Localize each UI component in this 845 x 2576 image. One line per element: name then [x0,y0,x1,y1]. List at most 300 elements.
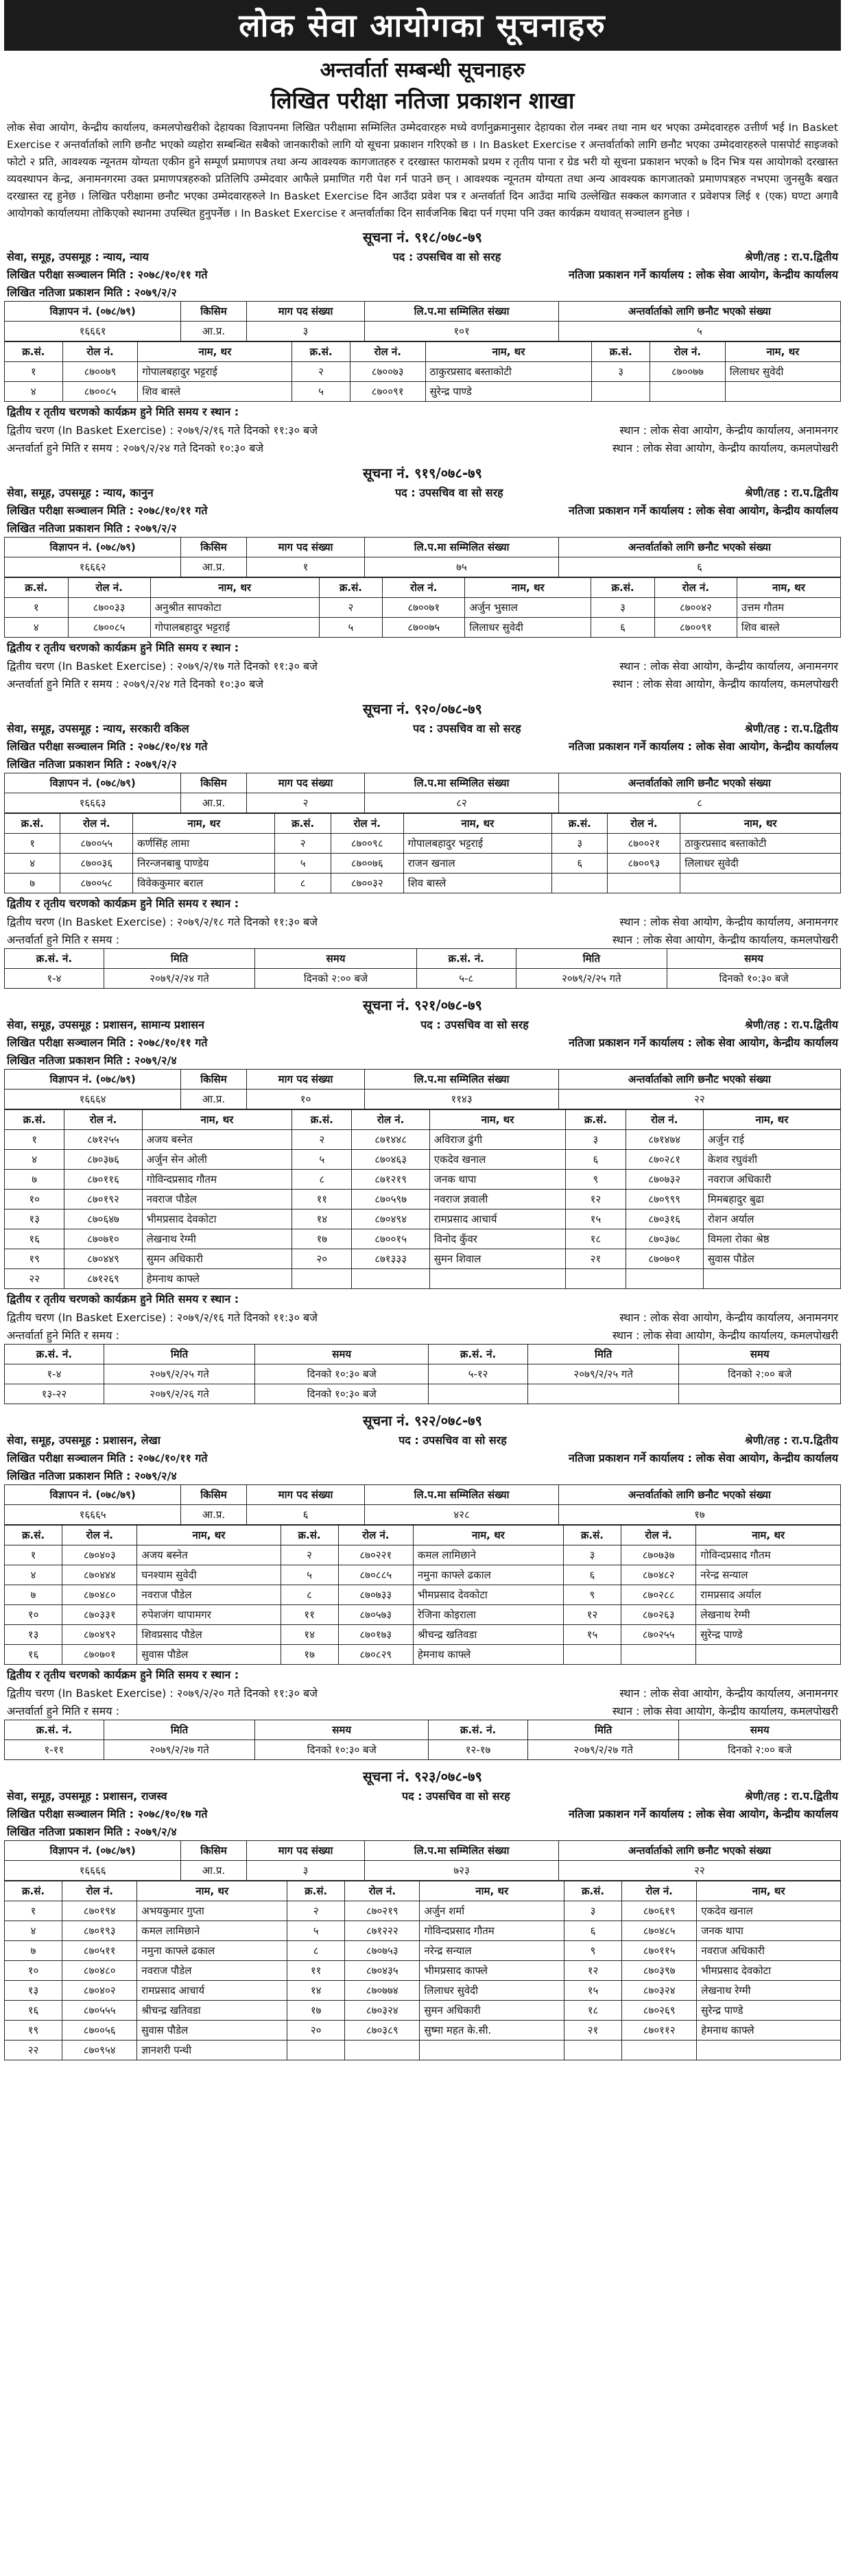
candidate-sn: १४ [292,1209,352,1229]
candidate-name: रामप्रसाद आचार्य [137,1981,287,2001]
candidate-name: निरन्जनबाबु पाण्डेय [133,854,275,874]
candidate-name: नरेन्द्र सन्याल [696,1565,841,1585]
candidate-roll-header: रोल नं. [352,1110,429,1130]
notice-service-row [4,1431,841,1449]
candidate-sn-header: क्र.सं. [5,1110,64,1130]
candidate-name: श्रीचन्द्र खतिवडा [137,2001,287,2021]
candidate-sn-header: क्र.सं. [5,342,63,362]
candidate-roll-header: रोल नं. [60,814,133,834]
intro-paragraph: लोक सेवा आयोग, केन्द्रीय कार्यालय, कमलपोखरीको देहायका विज्ञापनमा लिखित परीक्षामा सम्मिलित उम्मेदवारहरु मध्ये वर्णानुक्रमानुसार देहायका रोल नम्बर तथा नाम थर भएका उम्मेदवारहरु उत्तीर्ण भई In Basket Exercise र अन्तर्वार्ताको लागि छनौट भएको व्यहोरा सम्बन्धित सबैको जानकारीको लागि यो सूचना प्रकाशन गरिएको छ । In Basket Exercise र अन्तर्वार्ताको लागि छनौट भएका उम्मेदवारहरुले पासपोर्ट साइजको फोटो २ प्रति, आवश्यक न्यूनतम योग्यता एकीन हुने सम्पूर्ण प्रमाणपत्र तथा अन्य आवश्यक कागजातहरु र दरखास्त फारामको प्रथम र तृतीय पाना र ग्रेड भरी यो सूचना प्रकाशन भएको ७ दिन भित्र यस आयोगको दरखास्त व्यवस्थापन केन्द्र, अनामनगरमा उक्त प्रमाणपत्रहरुको प्रतिलिपि उम्मेदवार आफैले प्रमाणित गरी पेश गर्न पाउने छन् । आवश्यक न्यूनतम योग्यता तथा अन्य आवश्यक कागजातको प्रमाणपत्रहरु नभएमा जुनसुकै बखत दरखास्त रद्द हुनेछ । लिखित परीक्षामा छनौट भएका उम्मेदवारहरुले In Basket Exercise दिन आउँदा प्रवेश पत्र र अन्तर्वार्ता दिन आउँदा माथि उल्लेखित सक्कल कागजात र प्रवेशपत्र लिई १ (एक) घण्टा अगावै आयोगको कार्यालयमा तोकिएको स्थानमा उपस्थित हुनुपर्नेछ । In Basket Exercise र अन्तर्वार्ताका दिन सार्वजनिक बिदा पर्न गएमा पनि उक्त कार्यक्रम यथावत् सञ्चालन हुनेछ । [7,121,838,219]
table-row [5,1170,841,1190]
summary-value-cell: ११४३ [365,1090,559,1109]
notice-number: सूचना नं. ९१८/०७८-७९ [363,229,482,245]
notice-service-row [4,719,841,737]
summary-header-cell: अन्तर्वार्ताको लागि छनौट भएको संख्या [558,1485,840,1505]
notice-list [4,228,841,2060]
slot-group-header: क्र.सं. नं. [416,949,516,969]
candidate-roll: ८७०६४७ [64,1209,142,1229]
interview-place: स्थान : लोक सेवा आयोग, केन्द्रीय कार्यालय, कमलपोखरी [612,677,838,690]
summary-value-cell: आ.प्र. [181,1861,247,1881]
candidate-roll: ८७०९५४ [62,2041,137,2060]
candidate-name: श्रीचन्द्र खतिवडा [413,1625,563,1645]
candidate-roll: ८७०७३७ [621,1545,696,1565]
candidate-name: अर्जुन राई [703,1130,840,1150]
candidate-roll: ८७०४८५ [622,1921,697,1941]
slot-date-header: मिति [527,1720,679,1740]
candidate-sn: ५ [275,854,331,874]
candidate-sn: ३ [564,1901,621,1921]
candidate-sn: १४ [287,1981,345,2001]
summary-header-cell: विज्ञापन नं. (०७८/७९) [5,773,181,793]
candidate-name-header: नाम, थर [413,1526,563,1545]
candidate-sn: ७ [5,874,60,893]
summary-value-cell: आ.प्र. [181,1505,247,1525]
stage2-text: द्वितीय चरण (In Basket Exercise) : २०७९/२/१६ गते दिनको ११:३० बजे [7,1311,318,1324]
candidate-sn: ७ [5,1170,64,1190]
summary-value-cell: ७२३ [365,1861,559,1881]
office-text: नतिजा प्रकाशन गर्ने कार्यालय : लोक सेवा आयोग, केन्द्रीय कार्यालय [569,1452,838,1465]
candidate-name: लिलाधर सुवेदी [420,1981,564,2001]
schedule-title: द्वितीय र तृतीय चरणको कार्यक्रम हुने मिति समय र स्थान : [7,405,239,418]
candidate-sn: ११ [292,1190,352,1209]
candidate-sn: ४ [5,618,69,638]
candidate-roll-header: रोल नं. [345,1881,420,1901]
service-text: सेवा, समूह, उपसमूह : प्रशासन, सामान्य प्रशासन [7,1018,204,1031]
candidate-name: नमुना काफ्ले ढकाल [413,1565,563,1585]
candidate-roll [608,874,680,893]
summary-header-cell: विज्ञापन नं. (०७८/७९) [5,1070,181,1090]
candidate-sn: २ [281,1545,338,1565]
candidate-roll: ८७०१९३ [62,1921,137,1941]
candidate-sn: ८ [287,1941,345,1961]
candidate-sn-header: क्र.सं. [566,1110,626,1130]
candidate-roll-header: रोल नं. [626,1110,703,1130]
table-row [5,1981,841,2001]
candidate-roll-header: रोल नं. [331,814,403,834]
slot-time: दिनको १०:३० बजे [255,1740,429,1760]
service-text: सेवा, समूह, उपसमूह : न्याय, न्याय [7,250,149,263]
slot-time-header: समय [255,1720,429,1740]
summary-value-cell: १० [246,1090,365,1109]
slot-group-header: क्र.सं. नं. [429,1345,528,1364]
candidate-name [697,2041,841,2060]
advert-summary-table [4,773,841,813]
candidate-sn: ८ [292,1170,352,1190]
candidate-roll: ८७००९१ [350,382,425,402]
candidate-table [4,1525,841,1665]
page-banner: लोक सेवा आयोगका सूचनाहरु [4,0,841,51]
candidate-name-header: नाम, थर [137,1526,281,1545]
candidate-sn: ७ [5,1585,62,1605]
candidate-sn: १५ [564,1981,621,2001]
candidate-roll: ८७०२६९ [622,2001,697,2021]
candidate-roll: ८७००२१ [608,834,680,854]
candidate-sn-header: क्र.सं. [5,578,69,598]
advert-summary-table [4,537,841,577]
candidate-name: लेखनाथ रेग्मी [142,1229,292,1249]
interview-place: स्थान : लोक सेवा आयोग, केन्द्रीय कार्यालय, कमलपोखरी [612,442,838,455]
candidate-name: ठाकुरप्रसाद बस्ताकोटी [425,362,592,382]
candidate-roll: ८७०६१९ [622,1901,697,1921]
candidate-roll: ८७०४९४ [352,1209,429,1229]
candidate-name: लिलाधर सुवेदी [725,362,840,382]
advert-summary-table [4,301,841,341]
notice-date-row [4,1449,841,1467]
candidate-name: विमला रोका श्रेष्ठ [703,1229,840,1249]
candidate-roll: ८७०४८० [62,1961,137,1981]
slot-group: १२-१७ [429,1740,528,1760]
summary-value-cell: १६६६१ [5,322,181,341]
candidate-name: कर्णसिंह लामा [133,834,275,854]
notice-date-row [4,265,841,283]
candidate-name-header: नाम, थर [133,814,275,834]
candidate-name: सुरेन्द्र पाण्डे [425,382,592,402]
summary-header-cell: माग पद संख्या [246,773,365,793]
candidate-sn: १ [5,1130,64,1150]
candidate-name: सुरेन्द्र पाण्डे [697,2001,841,2021]
slot-time-header: समय [255,949,417,969]
summary-header-cell: किसिम [181,1485,247,1505]
candidate-roll: ८७००९१ [654,618,737,638]
candidate-sn: ४ [5,1565,62,1585]
table-row [5,1190,841,1209]
candidate-roll: ८७१३३३ [352,1249,429,1269]
candidate-roll: ८७०८८५ [338,1565,413,1585]
candidate-name-header: नाम, थर [680,814,841,834]
table-row [5,1229,841,1249]
candidate-sn: २ [292,362,350,382]
candidate-roll: ८७१२६९ [64,1269,142,1289]
candidate-name: शिव बास्ले [138,382,292,402]
service-text: सेवा, समूह, उपसमूह : प्रशासन, राजस्व [7,1790,167,1803]
candidate-sn: ११ [281,1605,338,1625]
candidate-sn: १३ [5,1981,62,2001]
table-row [5,1269,841,1289]
candidate-name: अर्जुन सेन ओली [142,1150,292,1170]
summary-header-cell: किसिम [181,538,247,557]
schedule-title: द्वितीय र तृतीय चरणको कार्यक्रम हुने मिति समय र स्थान : [7,641,239,654]
table-row [5,2041,841,2060]
stage2-text: द्वितीय चरण (In Basket Exercise) : २०७९/२/२० गते दिनको ११:३० बजे [7,1687,318,1700]
candidate-name: हेमनाथ काफ्ले [413,1645,563,1665]
candidate-name: गोविन्दप्रसाद गौतम [696,1545,841,1565]
summary-value-cell: ३ [246,1861,365,1881]
candidate-sn: २ [319,598,383,618]
candidate-roll-header: रोल नं. [350,342,425,362]
slot-time-header: समय [679,1720,841,1740]
notice-section [4,1411,841,1760]
stage2-place: स्थान : लोक सेवा आयोग, केन्द्रीय कार्यालय, अनामनगर [619,915,838,928]
table-row [5,618,841,638]
interview-text: अन्तर्वार्ता हुने मिति र समय : [7,933,119,946]
candidate-sn [566,1269,626,1289]
level-text: श्रेणी/तह : रा.प.द्वितीय [745,722,838,735]
candidate-sn: १९ [5,2021,62,2041]
candidate-name: सुमन शिवाल [429,1249,565,1269]
candidate-name: सुवास पौडेल [137,2021,287,2041]
candidate-name: अर्जुन शर्मा [420,1901,564,1921]
notice-section [4,464,841,693]
post-text: पद : उपसचिव वा सो सरह [395,486,503,499]
candidate-sn-header: क्र.सं. [5,1881,62,1901]
candidate-roll: ८७०९९९ [626,1190,703,1209]
candidate-sn-header: क्र.सं. [287,1881,345,1901]
candidate-table [4,1881,841,2060]
advert-summary-table [4,1840,841,1881]
summary-header-cell: किसिम [181,302,247,322]
slot-group: ५-८ [416,969,516,989]
candidate-name-header: नाम, थर [429,1110,565,1130]
candidate-sn: ७ [5,1941,62,1961]
summary-value-cell: आ.प्र. [181,557,247,577]
candidate-roll: ८७०७७४ [345,1981,420,2001]
candidate-name: राजन खनाल [403,854,551,874]
candidate-roll-header: रोल नं. [62,342,138,362]
candidate-name [420,2041,564,2060]
candidate-name [703,1269,840,1289]
candidate-roll-header: रोल नं. [654,578,737,598]
notice-result-row [4,1051,841,1069]
candidate-name: नवराज अधिकारी [697,1941,841,1961]
summary-value-cell: २२ [558,1090,840,1109]
stage2-place: स्थान : लोक सेवा आयोग, केन्द्रीय कार्यालय, अनामनगर [619,424,838,437]
summary-value-cell: २२ [558,1861,840,1881]
candidate-sn: ५ [292,382,350,402]
stage2-row [4,1308,841,1326]
summary-value-cell: ८२ [365,793,559,813]
candidate-roll-header: रोल नं. [608,814,680,834]
candidate-sn: १६ [5,1645,62,1665]
candidate-roll: ८७०३२४ [345,2001,420,2021]
candidate-name: एकदेव खनाल [697,1901,841,1921]
candidate-name: नमुना काफ्ले ढकाल [137,1941,287,1961]
candidate-name: गोपालबहादुर भट्टराई [138,362,292,382]
candidate-roll: ८७०५५५ [62,2001,137,2021]
candidate-sn: १९ [5,1249,64,1269]
candidate-sn: १ [5,598,69,618]
table-row [5,362,841,382]
candidate-sn: ४ [5,854,60,874]
stage2-text: द्वितीय चरण (In Basket Exercise) : २०७९/२/१६ गते दिनको ११:३० बजे [7,424,318,437]
candidate-name: नवराज ज्ञवाली [429,1190,565,1209]
candidate-name: नवराज पौडेल [142,1190,292,1209]
summary-value-cell: ८ [558,793,840,813]
candidate-sn-header: क्र.सं. [563,1526,621,1545]
candidate-sn: १० [5,1605,62,1625]
result-date-text: लिखित नतिजा प्रकाशन मिति : २०७९/२/२ [7,286,177,299]
candidate-name: गोपालबहादुर भट्टराई [150,618,319,638]
level-text: श्रेणी/तह : रा.प.द्वितीय [745,1790,838,1803]
summary-header-cell: माग पद संख्या [246,302,365,322]
candidate-name: हेमनाथ काफ्ले [142,1269,292,1289]
candidate-sn: २१ [566,1249,626,1269]
candidate-roll: ८७००५६ [62,2021,137,2041]
summary-header-cell: अन्तर्वार्ताको लागि छनौट भएको संख्या [558,1070,840,1090]
candidate-name: रामप्रसाद आचार्य [429,1209,565,1229]
candidate-sn: १७ [281,1645,338,1665]
candidate-sn: १० [5,1190,64,1209]
interview-slot-table [4,1344,841,1404]
candidate-name: अनुश्रीत सापकोटा [150,598,319,618]
candidate-sn: १५ [566,1209,626,1229]
candidate-roll: ८७१४७४ [626,1130,703,1150]
interview-row [4,1326,841,1344]
interview-slot-table [4,1720,841,1760]
candidate-roll: ८७१२२२ [345,1921,420,1941]
candidate-roll: ८७०४६३ [352,1150,429,1170]
summary-value-cell: १०१ [365,322,559,341]
candidate-name: सुरेन्द्र पाण्डे [696,1625,841,1645]
notice-section [4,1767,841,2060]
summary-header-cell: किसिम [181,1841,247,1861]
exam-date-text: लिखित परीक्षा सञ्चालन मिति : २०७८/१०/१४ गते [7,740,208,753]
post-text: पद : उपसचिव वा सो सरह [392,250,501,263]
slot-date-header: मिति [104,1720,255,1740]
candidate-name-header: नाम, थर [703,1110,840,1130]
candidate-sn: १३ [5,1209,64,1229]
notice-result-row [4,755,841,773]
notice-date-row [4,1033,841,1051]
slot-date: २०७९/२/२७ गते [527,1740,679,1760]
candidate-name: गोविन्दप्रसाद गौतम [142,1170,292,1190]
slot-date [527,1384,679,1404]
candidate-name: अभयकुमार गुप्ता [137,1901,287,1921]
table-row [5,1921,841,1941]
candidate-name: गोपालबहादुर भट्टराई [403,834,551,854]
candidate-name: सुमन अधिकारी [142,1249,292,1269]
candidate-roll: ८७००८५ [62,382,138,402]
candidate-sn-header: क्र.सं. [292,342,350,362]
slot-time: दिनको २:०० बजे [679,1364,841,1384]
candidate-name: नवराज अधिकारी [703,1170,840,1190]
candidate-roll: ८७०२८१ [626,1150,703,1170]
table-row [5,969,841,989]
office-text: नतिजा प्रकाशन गर्ने कार्यालय : लोक सेवा आयोग, केन्द्रीय कार्यालय [569,740,838,753]
candidate-roll: ८७०५७३ [338,1605,413,1625]
notice-result-row [4,519,841,537]
summary-value-cell: ३ [246,322,365,341]
candidate-name: अजय बस्नेत [137,1545,281,1565]
summary-value-cell: १६६६३ [5,793,181,813]
summary-header-cell: लि.प.मा सम्मिलित संख्या [365,302,559,322]
summary-value-cell: १६६६४ [5,1090,181,1109]
candidate-sn: ३ [563,1545,621,1565]
summary-header-cell: माग पद संख्या [246,1485,365,1505]
candidate-roll [345,2041,420,2060]
candidate-name: कमल लामिछाने [413,1545,563,1565]
candidate-roll: ८७००३२ [331,874,403,893]
slot-date: २०७९/२/२५ गते [516,969,667,989]
interview-slot-table [4,948,841,989]
summary-header-cell: विज्ञापन नं. (०७८/७९) [5,538,181,557]
exam-date-text: लिखित परीक्षा सञ्चालन मिति : २०७८/१०/११ गते [7,268,208,281]
candidate-sn: ११ [287,1961,345,1981]
candidate-name: भीमप्रसाद देवकोटा [413,1585,563,1605]
table-row [5,874,841,893]
table-row [5,1150,841,1170]
candidate-roll-header: रोल नं. [622,1881,697,1901]
candidate-sn: १६ [5,1229,64,1249]
candidate-sn: १७ [292,1229,352,1249]
summary-value-cell: आ.प्र. [181,322,247,341]
office-text: नतिजा प्रकाशन गर्ने कार्यालय : लोक सेवा आयोग, केन्द्रीय कार्यालय [569,504,838,517]
candidate-roll: ८७००४२ [654,598,737,618]
summary-header-cell: माग पद संख्या [246,538,365,557]
candidate-name: लेखनाथ रेग्मी [696,1605,841,1625]
candidate-roll: ८७००७९ [62,362,138,382]
interview-place: स्थान : लोक सेवा आयोग, केन्द्रीय कार्यालय, कमलपोखरी [612,933,838,946]
stage2-text: द्वितीय चरण (In Basket Exercise) : २०७९/२/१७ गते दिनको ११:३० बजे [7,660,318,673]
candidate-name: जनक थापा [429,1170,565,1190]
candidate-sn: ३ [552,834,608,854]
candidate-sn [292,1269,352,1289]
candidate-name: रेजिना कोइराला [413,1605,563,1625]
candidate-roll: ८७०३९७ [622,1961,697,1981]
candidate-roll: ८७१२१९ [352,1170,429,1190]
candidate-name: लेखनाथ रेग्मी [697,1981,841,2001]
candidate-name-header: नाम, थर [697,1881,841,1901]
candidate-name: केशव रघुवंशी [703,1150,840,1170]
notice-service-row [4,248,841,265]
table-row [5,1740,841,1760]
candidate-name: भीमप्रसाद देवकोटा [142,1209,292,1229]
candidate-sn: १३ [5,1625,62,1645]
candidate-sn: ४ [5,382,63,402]
candidate-name-header: नाम, थर [403,814,551,834]
candidate-name-header: नाम, थर [737,578,840,598]
candidate-sn: ३ [591,598,655,618]
candidate-roll-header: रोल नं. [338,1526,413,1545]
slot-date-header: मिति [516,949,667,969]
candidate-name: लिलाधर सुवेदी [465,618,591,638]
slot-time [679,1384,841,1404]
candidate-roll: ८७००७६ [331,854,403,874]
candidate-sn: १२ [564,1961,621,1981]
candidate-roll: ८७०१९४ [62,1901,137,1921]
interview-place: स्थान : लोक सेवा आयोग, केन्द्रीय कार्यालय, कमलपोखरी [612,1329,838,1342]
candidate-name [725,382,840,402]
table-row [5,1364,841,1384]
section-title: लिखित परीक्षा नतिजा प्रकाशन शाखा [270,87,575,114]
candidate-roll: ८७०११६ [64,1170,142,1190]
candidate-roll-header: रोल नं. [650,342,725,362]
candidate-roll: ८७१२५५ [64,1130,142,1150]
notice-date-row [4,1805,841,1822]
service-text: सेवा, समूह, उपसमूह : न्याय, सरकारी वकिल [7,722,189,735]
candidate-sn: ५ [319,618,383,638]
candidate-roll-header: रोल नं. [64,1110,142,1130]
slot-date: २०७९/२/२५ गते [104,1364,255,1384]
summary-header-cell: अन्तर्वार्ताको लागि छनौट भएको संख्या [558,538,840,557]
summary-value-cell: १ [246,557,365,577]
candidate-roll: ८७०४८२ [621,1565,696,1585]
interview-row [4,675,841,693]
candidate-roll-header: रोल नं. [68,578,150,598]
candidate-sn-header: क्र.सं. [564,1881,621,1901]
candidate-sn: ५ [281,1565,338,1585]
candidate-name: गोविन्दप्रसाद गौतम [420,1921,564,1941]
slot-date-header: मिति [104,949,255,969]
candidate-name: शिव बास्ले [737,618,840,638]
notice-section [4,228,841,457]
summary-header-cell: लि.प.मा सम्मिलित संख्या [365,773,559,793]
candidate-roll: ८७०२२१ [338,1545,413,1565]
candidate-name: एकदेव खनाल [429,1150,565,1170]
candidate-roll: ८७०४४९ [64,1249,142,1269]
candidate-roll: ८७०२६३ [621,1605,696,1625]
candidate-name-header: नाम, थर [138,342,292,362]
candidate-sn: २१ [564,2021,621,2041]
